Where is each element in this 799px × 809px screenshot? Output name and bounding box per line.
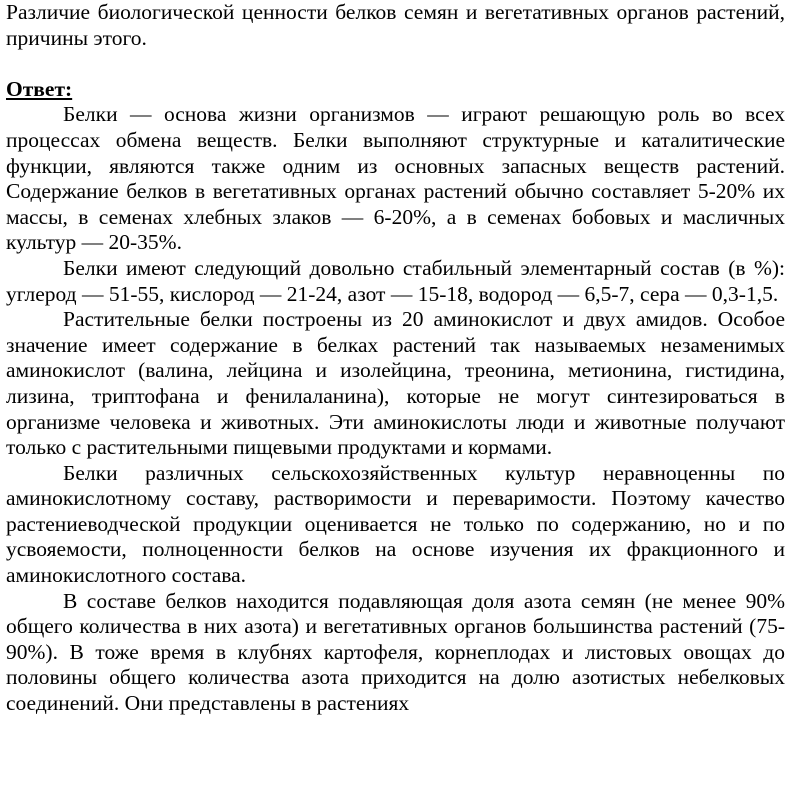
answer-label: Ответ: bbox=[6, 76, 73, 101]
paragraph-protein-quality: Белки различных сельскохозяйственных культур неравноценны по аминокислотному составу, растворимости и переваримости. Поэтому качество растениеводческой продукции оценивается не только по содержанию, но и по усвояемости, полноценности белков на основе изучения их фракционного и аминокислотного состава. bbox=[6, 460, 785, 588]
paragraph-proteins-role: Белки — основа жизни организмов — играют решающую роль во всех процессах обмена веществ. Белки выполняют структурные и каталитические функции, являются также одним из основных запасных веществ растений. Содержание белков в вегетативных органах растений обычно составляет 5-20% их массы, в семенах хлебных злаков — 6-20%, а в семенах бобовых и масличных культур — 20-35%. bbox=[6, 102, 785, 255]
question-heading: Различие биологической ценности белков семян и вегетативных органов растений, причины этого. bbox=[6, 0, 785, 50]
paragraph-elemental-composition: Белки имеют следующий довольно стабильный элементарный состав (в %): углерод — 51-55, кислород — 21-24, азот — 15-18, водород — 6,5-7, сера — 0,3-1,5. bbox=[6, 255, 785, 306]
paragraph-nitrogen-share: В составе белков находится подавляющая доля азота семян (не менее 90% общего количества в них азота) и вегетативных органов большинства растений (75-90%). В тоже время в клубнях картофеля, корнеплодах и листовых овощах до половины общего количества азота приходится на долю азотистых небелковых соединений. Они представлены в растениях bbox=[6, 588, 785, 716]
document-page bbox=[6, 0, 785, 717]
paragraph-amino-acids: Растительные белки построены из 20 аминокислот и двух амидов. Особое значение имеет содержание в белках растений так называемых незаменимых аминокислот (валина, лейцина и изолейцина, треонина, метионина, гистидина, лизина, триптофана и фенилаланина), которые не могут синтезироваться в организме человека и животных. Эти аминокислоты люди и животные получают только с растительными пищевыми продуктами и кормами. bbox=[6, 307, 785, 460]
